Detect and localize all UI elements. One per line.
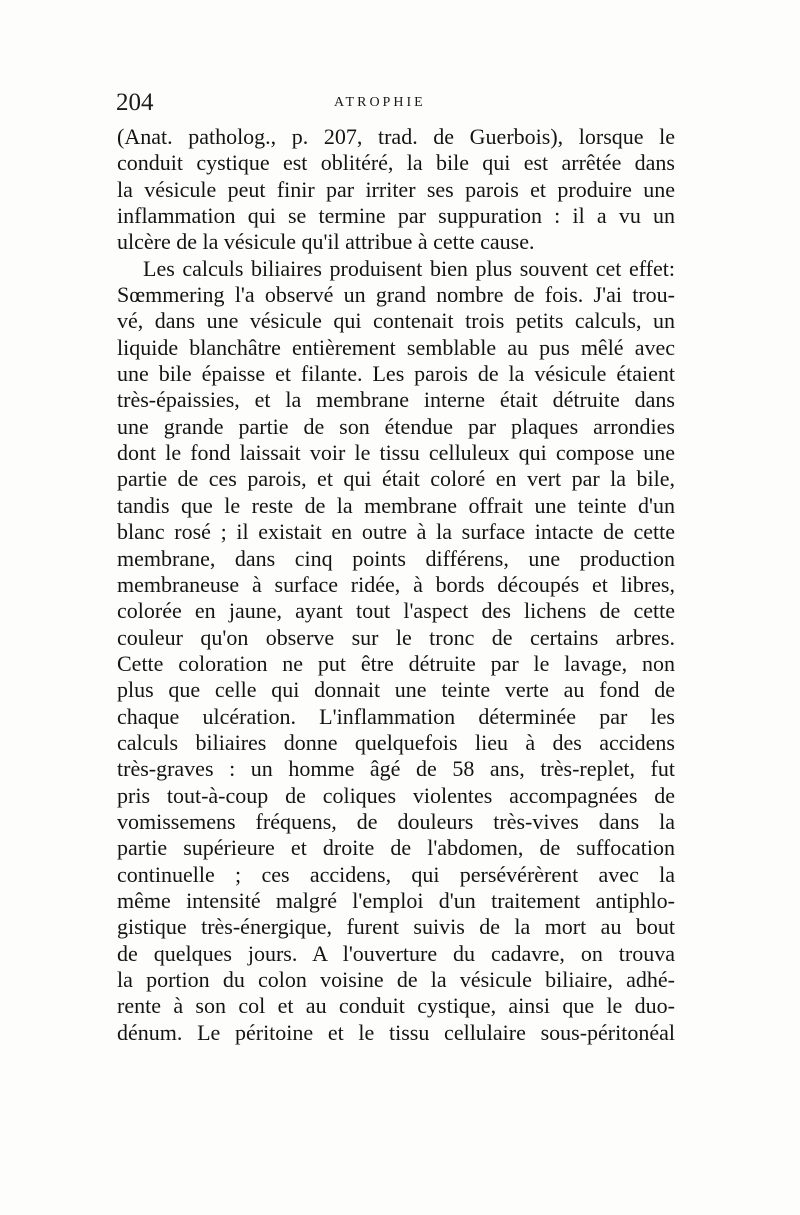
page-number: 204 [116,89,154,116]
text-line: liquide blanchâtre entièrement semblable au pus mêlé avec [117,334,675,360]
text-line: dénum. Le péritoine et le tissu cellulaire sous-péritonéal [117,1019,675,1045]
text-line: Sœmmering l'a observé un grand nombre de fois. J'ai trou- [117,282,675,308]
text-line: partie de ces parois, et qui était coloré en vert par la bile, [117,466,675,492]
text-line: la portion du colon voisine de la vésicule biliaire, adhé- [117,967,675,992]
text-line: blanc rosé ; il existait en outre à la surface intacte de cette [117,519,675,545]
text-line: chaque ulcération. L'inflammation déterminée par les [117,703,675,729]
text-line: plus que celle qui donnait une teinte verte au fond de [117,677,675,703]
body-text [117,124,675,1046]
text-line: colorée en jaune, ayant tout l'aspect des lichens de cette [117,598,675,624]
text-line: couleur qu'on observe sur le tronc de certains arbres. [117,624,675,650]
text-line: une grande partie de son étendue par plaques arrondies [117,413,675,439]
text-line: vomissemens fréquens, de douleurs très-vives dans la [117,808,675,834]
text-line: vé, dans une vésicule qui contenait trois petits calculs, un [117,308,675,334]
text-line: conduit cystique est oblitéré, la bile qui est arrêtée dans [117,150,675,176]
page-header [116,88,684,118]
text-line: très-épaissies, et la membrane interne était détruite dans [117,387,675,413]
text-line: inflammation qui se termine par suppuration : il a vu un [117,203,675,229]
text-line: ulcère de la vésicule qu'il attribue à cette cause. [117,229,535,255]
text-line: dont le fond laissait voir le tissu celluleux qui compose une [117,440,675,466]
text-line: de quelques jours. A l'ouverture du cadavre, on trouva [117,940,675,966]
text-line: une bile épaisse et filante. Les parois de la vésicule étaient [117,361,675,387]
running-head: ATROPHIE [334,95,426,110]
text-line: membraneuse à surface ridée, à bords découpés et libres, [117,571,675,597]
text-line: pris tout-à-coup de coliques violentes accompagnées de [117,782,675,808]
text-line: Les calculs biliaires produisent bien plus souvent cet effet: [143,255,675,281]
text-line: même intensité malgré l'emploi d'un traitement antiphlo- [117,887,675,913]
text-line: très-graves : un homme âgé de 58 ans, très-replet, fut [117,756,675,782]
text-line: partie supérieure et droite de l'abdomen, de suffocation [117,835,675,861]
text-line: calculs biliaires donne quelquefois lieu à des accidens [117,729,675,755]
text-line: membrane, dans cinq points différens, une production [117,545,675,571]
text-line: la vésicule peut finir par irriter ses parois et produire une [117,176,675,202]
text-line: rente à son col et au conduit cystique, ainsi que le duo- [117,993,675,1019]
text-line: Cette coloration ne put être détruite par le lavage, non [117,650,675,676]
text-line: tandis que le reste de la membrane offrait une teinte d'un [117,492,675,518]
text-line: gistique très-énergique, furent suivis de la mort au bout [117,914,675,940]
text-line: continuelle ; ces accidens, qui persévérèrent avec la [117,861,675,887]
text-line: (Anat. patholog., p. 207, trad. de Guerbois), lorsque le [117,124,675,149]
